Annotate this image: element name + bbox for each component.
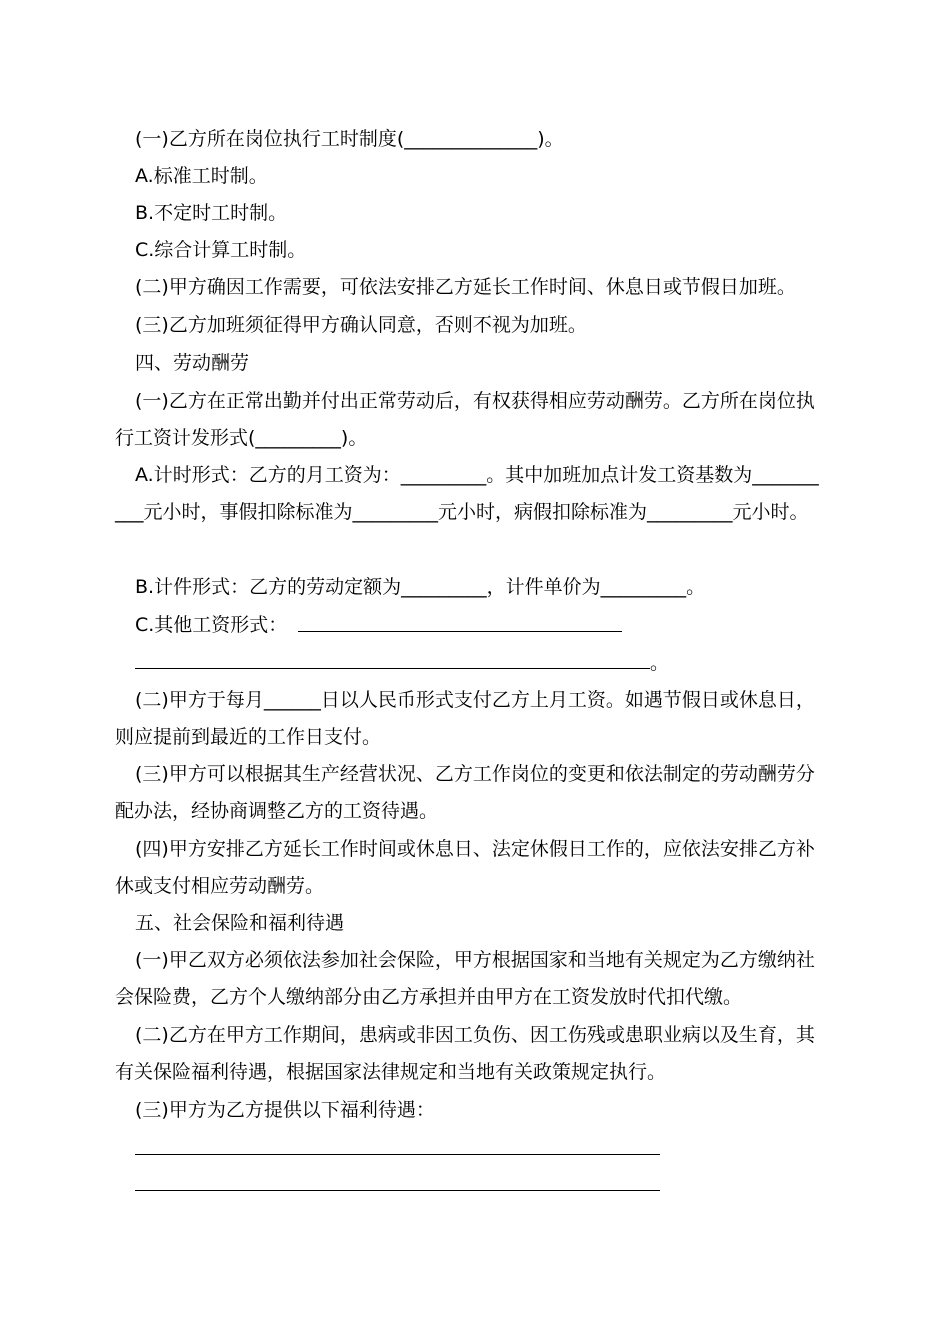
option-a-time-wage: A.计时形式：乙方的月工资为：_________。其中加班加点计发工资基数为_______ (135, 464, 819, 486)
section-heading-remuneration: 四、劳动酬劳 (135, 352, 250, 374)
period-mark: 。 (650, 652, 670, 674)
clause-payday-b: 则应提前到最近的工作日支付。 (115, 726, 382, 748)
clause-remuneration-1a: (一)乙方在正常出勤并付出正常劳动后，有权获得相应劳动酬劳。乙方所在岗位执 (135, 390, 815, 412)
option-b-piece-wage: B.计件形式：乙方的劳动定额为_________，计件单价为_________。 (135, 576, 706, 598)
clause-overtime-confirm: (三)乙方加班须征得甲方确认同意，否则不视为加班。 (135, 314, 587, 336)
clause-benefits-b: 有关保险福利待遇，根据国家法律规定和当地有关政策规定执行。 (115, 1061, 667, 1083)
clause-welfare: (三)甲方为乙方提供以下福利待遇： (135, 1099, 435, 1121)
option-c-other-wage: C.其他工资形式： (135, 614, 288, 636)
option-b-flexible: B.不定时工时制。 (135, 202, 288, 224)
clause-benefits-a: (二)乙方在甲方工作期间，患病或非因工负伤、因工伤残或患职业病以及生育，其 (135, 1024, 815, 1046)
blank-line (135, 1190, 660, 1191)
clause-adjust-b: 配办法，经协商调整乙方的工资待遇。 (115, 800, 439, 822)
blank-line (135, 1154, 660, 1155)
clause-compensation-a: (四)甲方安排乙方延长工作时间或休息日、法定休假日工作的，应依法安排乙方补 (135, 838, 815, 860)
clause-insurance-a: (一)甲乙双方必须依法参加社会保险，甲方根据国家和当地有关规定为乙方缴纳社 (135, 949, 815, 971)
clause-remuneration-1b: 行工资计发形式(_________)。 (115, 427, 368, 449)
clause-4-1-line: (一)乙方所在岗位执行工时制度(______________)。 (135, 128, 564, 150)
clause-compensation-b: 休或支付相应劳动酬劳。 (115, 875, 325, 897)
option-c-comprehensive: C.综合计算工时制。 (135, 239, 307, 261)
clause-adjust-a: (三)甲方可以根据其生产经营状况、乙方工作岗位的变更和依法制定的劳动酬劳分 (135, 763, 815, 785)
section-heading-insurance: 五、社会保险和福利待遇 (135, 912, 345, 934)
option-a-time-wage-cont: ___元小时，事假扣除标准为_________元小时，病假扣除标准为_________元小时。 (115, 501, 809, 523)
option-a-standard: A.标准工时制。 (135, 165, 268, 187)
clause-overtime-arrange: (二)甲方确因工作需要，可依法安排乙方延长工作时间、休息日或节假日加班。 (135, 276, 796, 298)
clause-payday-a: (二)甲方于每月______日以人民币形式支付乙方上月工资。如遇节假日或休息日， (135, 689, 815, 711)
blank-line (135, 668, 650, 669)
clause-insurance-b: 会保险费，乙方个人缴纳部分由乙方承担并由甲方在工资发放时代扣代缴。 (115, 986, 743, 1008)
blank-line (298, 631, 622, 632)
